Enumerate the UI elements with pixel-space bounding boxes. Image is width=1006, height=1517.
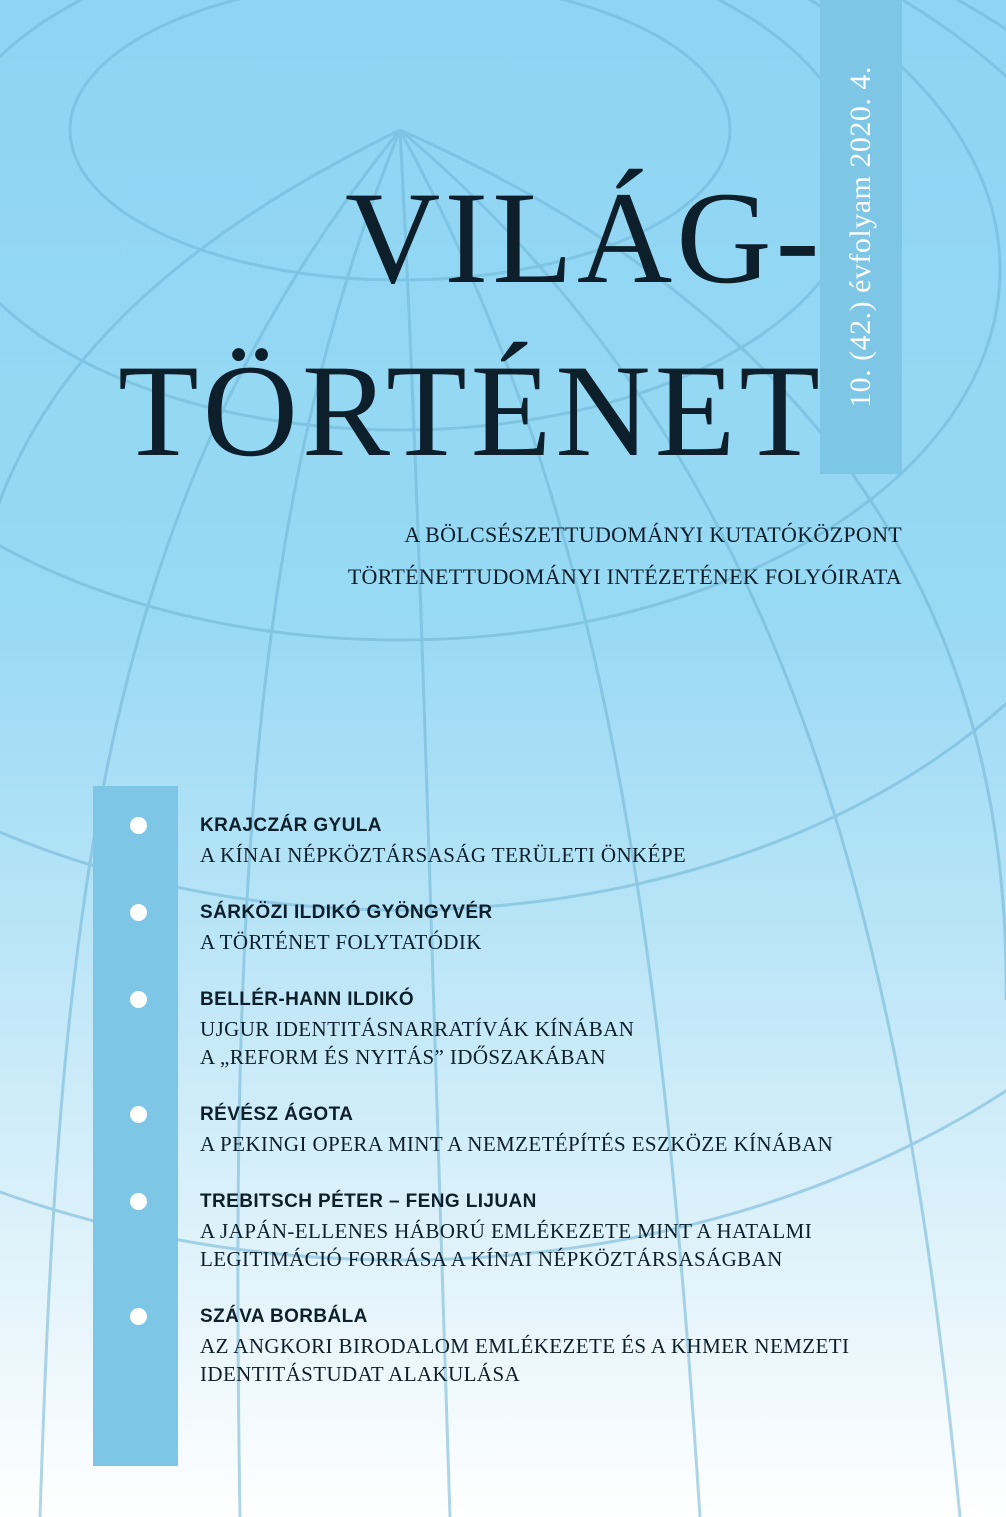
entry-author: RÉVÉSZ ÁGOTA [200,1104,354,1125]
journal-subtitle-line1: A BÖLCSÉSZETTUDOMÁNYI KUTATÓKÖZPONT [404,522,902,547]
bullet-icon [130,1193,147,1210]
entry-author: SÁRKÖZI ILDIKÓ GYÖNGYVÉR [200,902,493,923]
entry-title-line: IDENTITÁSTUDAT ALAKULÁSA [200,1362,521,1386]
bullet-icon [130,1308,147,1325]
entry-author: SZÁVA BORBÁLA [200,1306,368,1327]
entry-author: KRAJCZÁR GYULA [200,815,382,836]
entry-title-line: UJGUR IDENTITÁSNARRATÍVÁK KÍNÁBAN [200,1017,635,1041]
journal-subtitle-line2: TÖRTÉNETTUDOMÁNYI INTÉZETÉNEK FOLYÓIRATA [347,564,902,589]
bullet-icon [130,817,147,834]
journal-title-line2: TÖRTÉNET [118,337,824,484]
entry-title-line: A „REFORM ÉS NYITÁS” IDŐSZAKÁBAN [200,1045,606,1069]
volume-info: 10. (42.) évfolyam 2020. 4. [844,66,877,408]
entry-title-line: A TÖRTÉNET FOLYTATÓDIK [200,930,482,954]
entry-title-line: A JAPÁN-ELLENES HÁBORÚ EMLÉKEZETE MINT A HATALMI [200,1219,813,1243]
bullet-icon [130,1106,147,1123]
entry-title-line: LEGITIMÁCIÓ FORRÁSA A KÍNAI NÉPKÖZTÁRSASÁGBAN [200,1247,783,1271]
entry-author: TREBITSCH PÉTER – FENG LIJUAN [200,1191,537,1212]
entry-title-line: A PEKINGI OPERA MINT A NEMZETÉPÍTÉS ESZKÖZE KÍNÁBAN [200,1132,834,1156]
entry-author: BELLÉR-HANN ILDIKÓ [200,989,415,1010]
entry-title-line: A KÍNAI NÉPKÖZTÁRSASÁG TERÜLETI ÖNKÉPE [200,843,687,867]
entry-title-line: AZ ANGKORI BIRODALOM EMLÉKEZETE ÉS A KHMER NEMZETI [200,1334,850,1358]
journal-title-line1: VILÁG- [345,164,824,311]
bullet-icon [130,991,147,1008]
bullet-icon [130,904,147,921]
